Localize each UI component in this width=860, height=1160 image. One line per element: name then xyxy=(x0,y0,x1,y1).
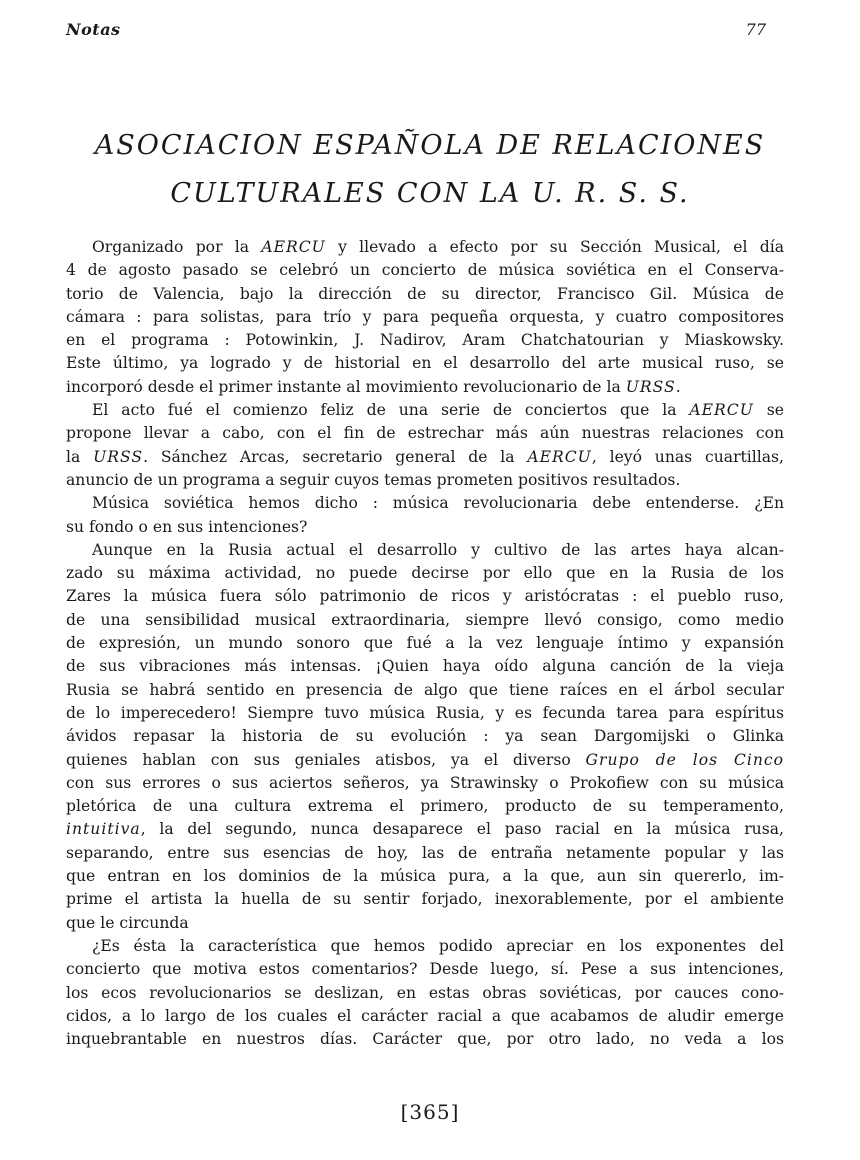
text-line: zado su máxima actividad, no puede decirse por ello que en la Rusia de los xyxy=(66,564,784,583)
text-line: inquebrantable en nuestros días. Carácter que, por otro lado, no veda a los xyxy=(66,1030,784,1049)
text-line: propone llevar a cabo, con el fin de estrechar más aún nuestras relaciones con xyxy=(66,424,784,443)
article-title xyxy=(66,122,794,218)
title-line-2: CULTURALES CON LA U. R. S. S. xyxy=(170,178,690,209)
text-line: en el programa : Potowinkin, J. Nadirov, Aram Chatchatourian y Miaskowsky. xyxy=(66,331,784,350)
running-header-section: Notas xyxy=(66,20,121,39)
text-line: torio de Valencia, bajo la dirección de su director, Francisco Gil. Música de xyxy=(66,284,784,303)
text-line: Música soviética hemos dicho : música revolucionaria debe entenderse. ¿En xyxy=(92,494,784,513)
text-line: El acto fué el comienzo feliz de una serie de conciertos que la AERCU se xyxy=(92,401,784,420)
text-line: ¿Es ésta la característica que hemos podido apreciar en los exponentes del xyxy=(92,936,784,955)
text-line: Zares la música fuera sólo patrimonio de ricos y aristócratas : el pueblo ruso, xyxy=(66,587,784,606)
running-header-page-number: 77 xyxy=(745,20,766,39)
article-body xyxy=(66,236,784,1051)
text-line: la URSS. Sánchez Arcas, secretario general de la AERCU, leyó unas cuartillas, xyxy=(66,447,784,466)
text-line: anuncio de un programa a seguir cuyos temas prometen positivos resultados. xyxy=(66,470,681,489)
text-line: de una sensibilidad musical extraordinaria, siempre llevó consigo, como medio xyxy=(66,610,784,629)
text-line: prime el artista la huella de su sentir forjado, inexorablemente, por el ambiente xyxy=(66,890,784,909)
text-line: cámara : para solistas, para trío y para pequeña orquesta, y cuatro compositores xyxy=(66,307,784,326)
text-line: de expresión, un mundo sonoro que fué a la vez lenguaje íntimo y expansión xyxy=(66,634,784,653)
text-line: con sus errores o sus aciertos señeros, ya Strawinsky o Prokofiew con su música xyxy=(66,773,784,792)
text-line: separando, entre sus esencias de hoy, las de entraña netamente popular y las xyxy=(66,843,784,862)
text-line: que entran en los dominios de la música pura, a la que, aun sin quererlo, im- xyxy=(66,867,784,886)
page-number: [365] xyxy=(400,1100,460,1124)
text-line: los ecos revolucionarios se deslizan, en estas obras soviéticas, por cauces cono- xyxy=(66,983,784,1002)
text-line: Este último, ya logrado y de historial en el desarrollo del arte musical ruso, se xyxy=(66,354,784,373)
text-line: pletórica de una cultura extrema el primero, producto de su temperamento, xyxy=(66,797,784,816)
text-line: de sus vibraciones más intensas. ¡Quien haya oído alguna canción de la vieja xyxy=(66,657,784,676)
text-line: Aunque en la Rusia actual el desarrollo y cultivo de las artes haya alcan- xyxy=(92,540,784,559)
text-line: cidos, a lo largo de los cuales el carácter racial a que acabamos de aludir emerge xyxy=(66,1006,784,1025)
text-line: intuitiva, la del segundo, nunca desaparece el paso racial en la música rusa, xyxy=(66,820,784,839)
text-line: incorporó desde el primer instante al movimiento revolucionario de la URSS. xyxy=(66,377,681,396)
text-line: concierto que motiva estos comentarios? Desde luego, sí. Pese a sus intenciones, xyxy=(66,960,784,979)
title-line-1: ASOCIACION ESPAÑOLA DE RELACIONES xyxy=(94,130,766,161)
text-line: Rusia se habrá sentido en presencia de algo que tiene raíces en el árbol secular xyxy=(66,680,784,699)
text-line: Organizado por la AERCU y llevado a efecto por su Sección Musical, el día xyxy=(92,238,784,256)
text-line: su fondo o en sus intenciones? xyxy=(66,517,308,536)
text-line: ávidos repasar la historia de su evolución : ya sean Dargomijski o Glinka xyxy=(66,727,784,746)
text-line: que le circunda xyxy=(66,913,189,932)
text-line: de lo imperecedero! Siempre tuvo música Rusia, y es fecunda tarea para espíritus xyxy=(66,703,784,722)
text-line: 4 de agosto pasado se celebró un concierto de música soviética en el Conserva- xyxy=(66,261,784,280)
text-line: quienes hablan con sus geniales atisbos, ya el diverso Grupo de los Cinco xyxy=(66,750,784,769)
